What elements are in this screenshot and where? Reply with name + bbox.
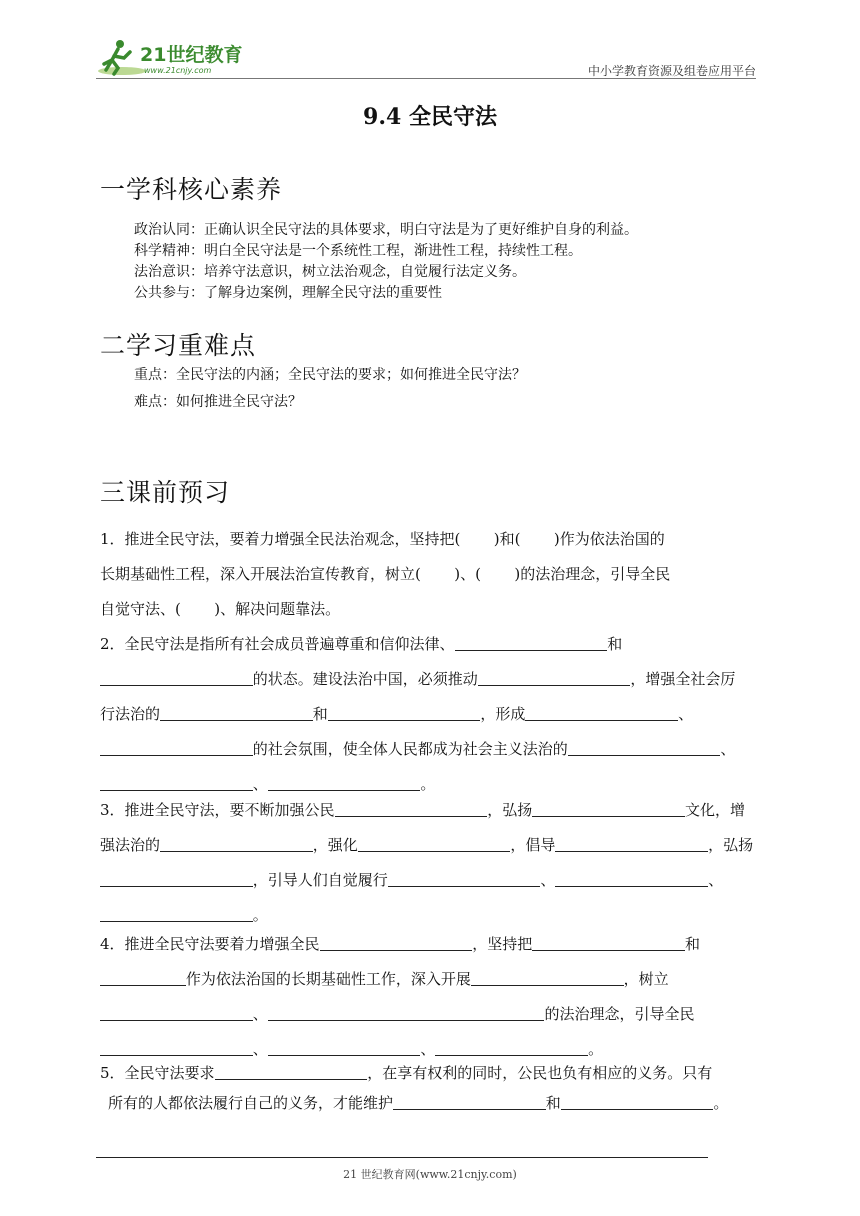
answer-blank[interactable] [388,870,541,887]
svg-text:21世纪教育: 21世纪教育 [140,44,243,66]
answer-blank[interactable] [455,634,608,651]
difficulty-line: 难点：如何推进全民守法？ [134,394,302,410]
page-title: 9.4 全民守法 [363,104,497,130]
answer-blank[interactable] [525,704,678,721]
answer-blank[interactable] [100,774,253,791]
answer-blank[interactable] [100,870,253,887]
page-header [96,38,756,78]
question-4: 4．推进全民守法要着力增强全民 ，坚持把 和 作为依法治国的长期基础性工作，深入开展 ，树立 、 的法治理念，引导全民 、 、 。 [100,935,700,1058]
answer-blank[interactable] [478,669,631,686]
answer-blank[interactable] [555,870,708,887]
header-divider [96,78,756,79]
page-footer: 21 世纪教育网(www.21cnjy.com) [343,1168,517,1181]
core-literacy-list [134,220,638,304]
logo [96,38,266,78]
section-heading-key-points: 二学习重难点 [100,331,257,360]
question-5: 5．全民守法要求 ，在享有权利的同时，公民也负有相应的义务。只有 所有的人都依法履行自己的义务，才能维护 和 。 [100,1064,729,1112]
section-heading-core-literacy: 一学科核心素养 [100,175,283,204]
answer-blank[interactable] [561,1093,714,1110]
answer-blank[interactable] [471,969,624,986]
answer-blank[interactable] [100,1004,253,1021]
answer-blank[interactable] [555,835,708,852]
answer-blank[interactable] [268,1004,545,1021]
answer-blank[interactable] [532,800,685,817]
answer-blank[interactable] [160,704,313,721]
answer-blank[interactable] [215,1063,368,1080]
runner-icon [96,38,266,78]
footer-divider [96,1157,708,1158]
question-1: 1．推进全民守法，要着力增强全民法治观念，坚持把( )和( )作为依法治国的 长期基础性工程，深入开展法治宣传教育，树立( )、( )的法治理念，引导全民 自觉守法、( )、解决问题靠法。 [100,530,671,618]
answer-blank[interactable] [268,1039,421,1056]
answer-blank[interactable] [320,934,473,951]
answer-blank[interactable] [100,739,253,756]
section-heading-preview: 三课前预习 [100,478,231,507]
answer-blank[interactable] [100,969,186,986]
answer-blank[interactable] [532,934,685,951]
svg-text:www.21cnjy.com: www.21cnjy.com [144,66,212,75]
answer-blank[interactable] [100,905,253,922]
answer-blank[interactable] [268,774,421,791]
answer-blank[interactable] [100,1039,253,1056]
literacy-line: 政治认同：正确认识全民守法的具体要求，明白守法是为了更好维护自身的利益。 [134,222,638,238]
question-3: 3．推进全民守法，要不断加强公民 ，弘扬 文化，增 强法治的 ，强化 ，倡导 ，弘扬 ，引导人们自觉履行 、 、 。 [100,801,754,924]
key-points [134,362,526,416]
literacy-line: 公共参与：了解身边案例，理解全民守法的重要性 [134,285,442,301]
answer-blank[interactable] [100,669,253,686]
key-point-line: 重点：全民守法的内涵；全民守法的要求；如何推进全民守法？ [134,367,526,383]
answer-blank[interactable] [358,835,511,852]
literacy-line: 法治意识：培养守法意识，树立法治观念，自觉履行法定义务。 [134,264,526,280]
answer-blank[interactable] [568,739,721,756]
platform-name: 中小学教育资源及组卷应用平台 [587,64,756,78]
question-2: 2．全民守法是指所有社会成员普遍尊重和信仰法律、 和 的状态。建设法治中国，必须推动 ，增强全社会厉 行法治的 和 ，形成 、 的社会氛围，使全体人民都成为社会主义法治的 、 、 。 [100,635,736,793]
answer-blank[interactable] [335,800,488,817]
answer-blank[interactable] [393,1093,546,1110]
answer-blank[interactable] [328,704,481,721]
answer-blank[interactable] [435,1039,588,1056]
literacy-line: 科学精神：明白全民守法是一个系统性工程，渐进性工程，持续性工程。 [134,243,582,259]
answer-blank[interactable] [160,835,313,852]
